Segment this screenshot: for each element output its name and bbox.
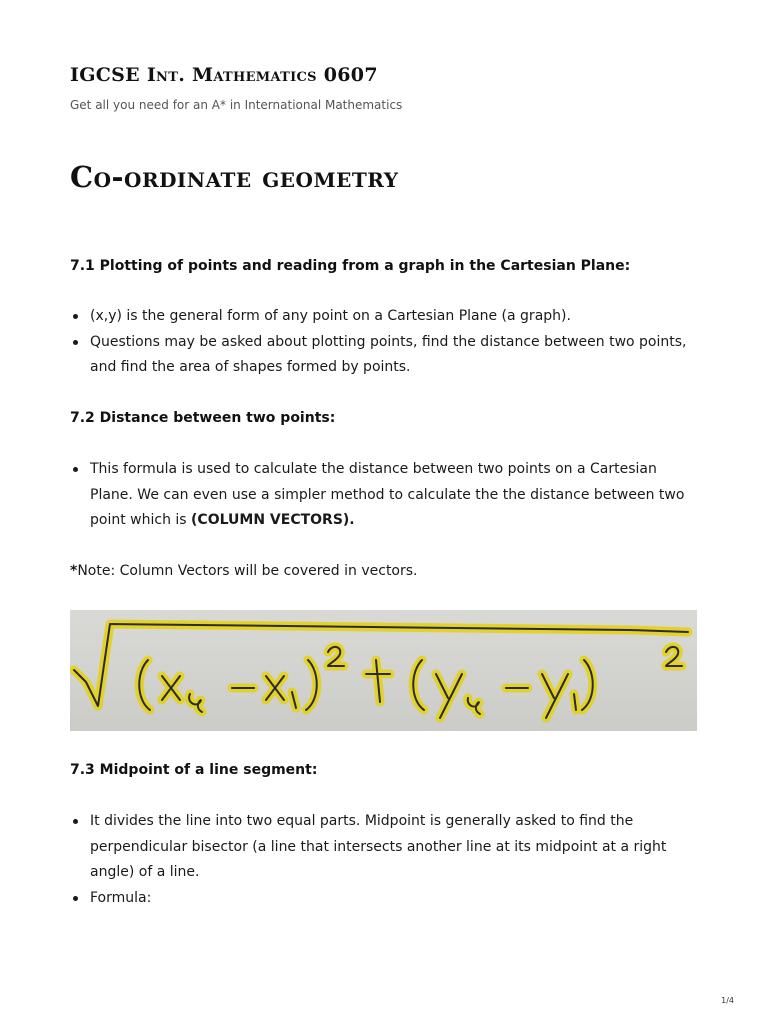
page-title: Co-ordinate geometry [70, 160, 399, 194]
bullet-list-7-3 [70, 809, 690, 911]
list-item: (x,y) is the general form of any point on a Cartesian Plane (a graph). [70, 304, 690, 330]
site-tagline: Get all you need for an A* in International Mathematics [70, 98, 403, 112]
bullet-list-7-2 [70, 457, 690, 534]
site-title[interactable]: IGCSE Int. Mathematics 0607 [70, 64, 378, 86]
note-star: * [70, 563, 78, 579]
list-item [70, 457, 690, 534]
list-item-text: This formula is used to calculate the distance between two points on a Cartesian Plane. We can even use a simpler method to calculate the the distance between two point which is [90, 461, 685, 528]
page-number: 1/4 [721, 996, 734, 1005]
list-item: Formula: [70, 886, 690, 912]
column-vectors-emphasis: (COLUMN VECTORS). [191, 512, 355, 528]
section-heading-7-2: 7.2 Distance between two points: [70, 410, 336, 426]
note-text [70, 563, 418, 579]
formula-highlight [74, 624, 688, 718]
section-heading-7-1: 7.1 Plotting of points and reading from a graph in the Cartesian Plane: [70, 258, 631, 274]
list-item: It divides the line into two equal parts. Midpoint is generally asked to find the perpendicular bisector (a line that intersects another line at its midpoint at a right angle) of a line. [70, 809, 690, 886]
handwritten-distance-formula-image [70, 610, 697, 731]
distance-formula-drawing [70, 610, 697, 731]
list-item: Questions may be asked about plotting points, find the distance between two points, and find the area of shapes formed by points. [70, 330, 690, 381]
bullet-list-7-1 [70, 304, 690, 381]
section-heading-7-3: 7.3 Midpoint of a line segment: [70, 762, 318, 778]
note-body: Note: Column Vectors will be covered in vectors. [77, 563, 418, 579]
